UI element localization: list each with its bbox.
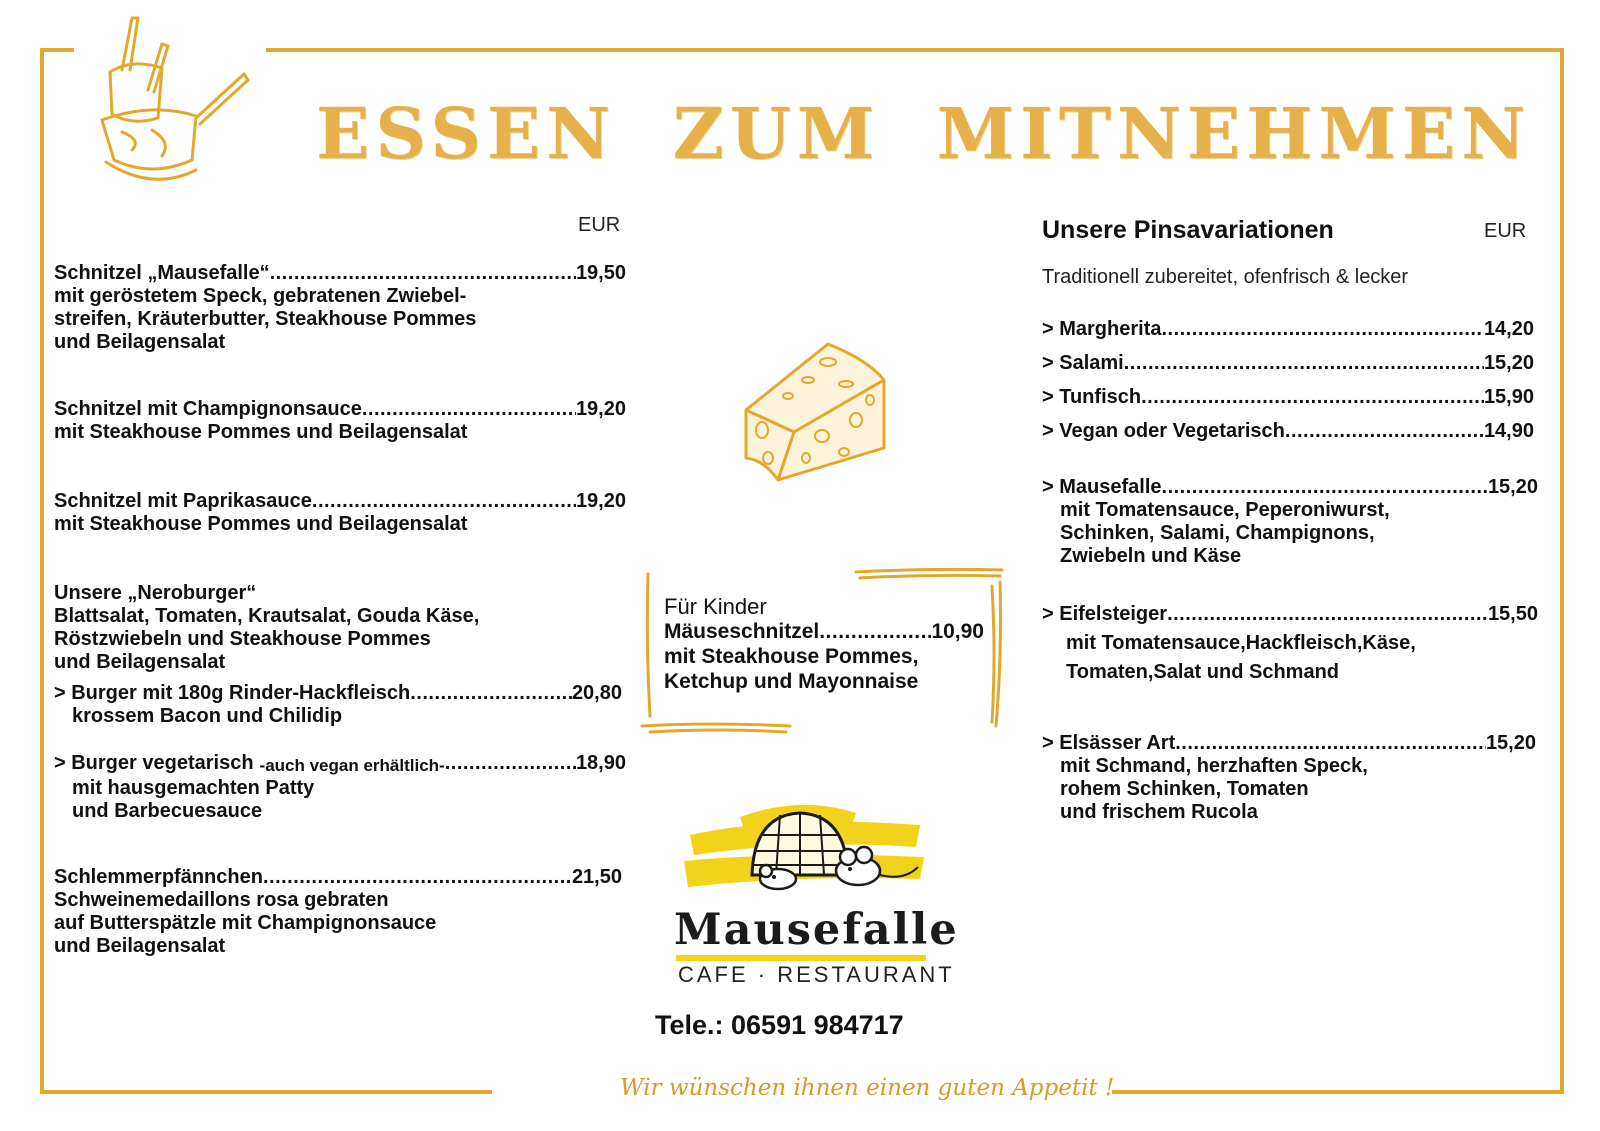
item-name: Schnitzel mit Paprikasauce bbox=[54, 490, 312, 512]
item-desc: rohem Schinken, Tomaten bbox=[1060, 778, 1309, 800]
pinsa-item bbox=[1042, 380, 1534, 414]
pinsa-simple-list bbox=[1042, 312, 1534, 448]
item-price: 19,20 bbox=[575, 398, 626, 420]
item-desc: Schweinemedaillons rosa gebraten bbox=[54, 889, 389, 911]
menu-item-schlemmerpfaennchen bbox=[54, 866, 622, 958]
item-name: > Elsässer Art bbox=[1042, 732, 1176, 754]
footer-greeting: Wir wünschen ihnen einen guten Appetit ! bbox=[620, 1075, 1115, 1101]
item-price: 14,90 bbox=[1483, 420, 1534, 442]
item-price: 15,50 bbox=[1487, 603, 1538, 625]
frame-bottom-right bbox=[1112, 1090, 1564, 1094]
item-name: > Salami bbox=[1042, 352, 1124, 374]
item-name: Schnitzel „Mausefalle“ bbox=[54, 262, 270, 284]
item-price: 14,20 bbox=[1483, 318, 1534, 340]
item-desc: mit Steakhouse Pommes und Beilagensalat bbox=[54, 513, 468, 535]
menu-item-burger-beef bbox=[54, 682, 622, 728]
pinsa-item-mausefalle bbox=[1042, 476, 1538, 568]
item-name: Mäuseschnitzel bbox=[664, 620, 820, 643]
item-desc: mit Steakhouse Pommes, bbox=[664, 645, 919, 668]
pinsa-item-eifelsteiger bbox=[1042, 600, 1538, 687]
logo-underline bbox=[676, 955, 926, 961]
page-title: ESSEN ZUM MITNEHMEN bbox=[316, 92, 1532, 175]
item-name: > Mausefalle bbox=[1042, 476, 1162, 498]
pinsa-item bbox=[1042, 346, 1534, 380]
item-desc: streifen, Kräuterbutter, Steakhouse Pommes bbox=[54, 308, 477, 330]
item-desc: mit Tomatensauce,Hackfleisch,Käse, bbox=[1066, 632, 1416, 654]
item-name: > Burger vegetarisch bbox=[54, 752, 254, 774]
item-desc: und Beilagensalat bbox=[54, 935, 226, 957]
item-price: 19,50 bbox=[575, 262, 626, 284]
item-price: 18,90 bbox=[575, 752, 626, 774]
item-desc: mit Schmand, herzhaften Speck, bbox=[1060, 755, 1368, 777]
item-price: 15,90 bbox=[1483, 386, 1534, 408]
pinsa-item-elsaesser bbox=[1042, 732, 1536, 824]
frame-bottom-left bbox=[40, 1090, 492, 1094]
frame-right bbox=[1560, 48, 1564, 1094]
item-desc: Zwiebeln und Käse bbox=[1060, 545, 1242, 567]
item-desc: und frischem Rucola bbox=[1060, 801, 1258, 823]
item-desc: Schinken, Salami, Champignons, bbox=[1060, 522, 1375, 544]
item-desc: mit hausgemachten Patty bbox=[72, 777, 315, 799]
item-name: Schlemmerpfännchen bbox=[54, 866, 263, 888]
item-desc: und Barbecuesauce bbox=[72, 800, 263, 822]
item-name: > Vegan oder Vegetarisch bbox=[1042, 420, 1285, 442]
kids-menu bbox=[664, 594, 994, 694]
item-desc: krossem Bacon und Chilidip bbox=[72, 705, 343, 727]
item-price: 15,20 bbox=[1487, 476, 1538, 498]
item-desc: Tomaten,Salat und Schmand bbox=[1066, 661, 1339, 683]
item-name: > Eifelsteiger bbox=[1042, 603, 1168, 625]
item-name: Schnitzel mit Champignonsauce bbox=[54, 398, 362, 420]
item-name: > Margherita bbox=[1042, 318, 1162, 340]
kids-heading: Für Kinder bbox=[664, 594, 767, 619]
cheese-icon bbox=[738, 340, 898, 490]
item-price: 15,20 bbox=[1485, 732, 1536, 754]
item-desc: mit Tomatensauce, Peperoniwurst, bbox=[1060, 499, 1390, 521]
item-name: > Tunfisch bbox=[1042, 386, 1142, 408]
menu-section-neroburger bbox=[54, 582, 626, 674]
phone-number: Tele.: 06591 984717 bbox=[655, 1010, 904, 1040]
item-price: 20,80 bbox=[571, 682, 622, 704]
pinsa-item bbox=[1042, 414, 1534, 448]
item-price: 21,50 bbox=[571, 866, 622, 888]
frame-top-right bbox=[266, 48, 1564, 52]
item-price: 19,20 bbox=[575, 490, 626, 512]
menu-item-schnitzel-paprika bbox=[54, 490, 626, 536]
left-currency-label: EUR bbox=[578, 214, 621, 236]
section-desc: und Beilagensalat bbox=[54, 651, 226, 673]
item-name: > Burger mit 180g Rinder-Hackfleisch bbox=[54, 682, 411, 704]
item-desc: mit geröstetem Speck, gebratenen Zwiebel- bbox=[54, 285, 467, 307]
item-desc: und Beilagensalat bbox=[54, 331, 226, 353]
frame-left bbox=[40, 48, 44, 1094]
section-desc: Röstzwiebeln und Steakhouse Pommes bbox=[54, 628, 431, 650]
menu-item-schnitzel-champignon bbox=[54, 398, 626, 444]
frame-top-left bbox=[40, 48, 74, 52]
pinsa-item bbox=[1042, 312, 1534, 346]
igloo-mouse-logo-icon bbox=[680, 795, 930, 905]
pinsa-title: Unsere Pinsavariationen bbox=[1042, 216, 1334, 244]
logo-subtitle: CAFE · RESTAURANT bbox=[678, 962, 955, 987]
item-price: 10,90 bbox=[931, 620, 984, 643]
menu-item-schnitzel-mausefalle bbox=[54, 262, 626, 354]
cooking-pots-icon bbox=[92, 10, 262, 195]
item-price: 15,20 bbox=[1483, 352, 1534, 374]
section-heading: Unsere „Neroburger“ bbox=[54, 582, 257, 604]
right-currency-label: EUR bbox=[1484, 220, 1527, 242]
item-note: -auch vegan erhältlich- bbox=[259, 756, 445, 775]
section-desc: Blattsalat, Tomaten, Krautsalat, Gouda Käse, bbox=[54, 605, 480, 627]
pinsa-subtitle: Traditionell zubereitet, ofenfrisch & lecker bbox=[1042, 266, 1409, 288]
menu-item-burger-veggie bbox=[54, 752, 626, 823]
item-desc: Ketchup und Mayonnaise bbox=[664, 670, 919, 693]
item-desc: mit Steakhouse Pommes und Beilagensalat bbox=[54, 421, 468, 443]
logo-name: Mausefalle bbox=[674, 905, 959, 955]
item-desc: auf Butterspätzle mit Champignonsauce bbox=[54, 912, 437, 934]
